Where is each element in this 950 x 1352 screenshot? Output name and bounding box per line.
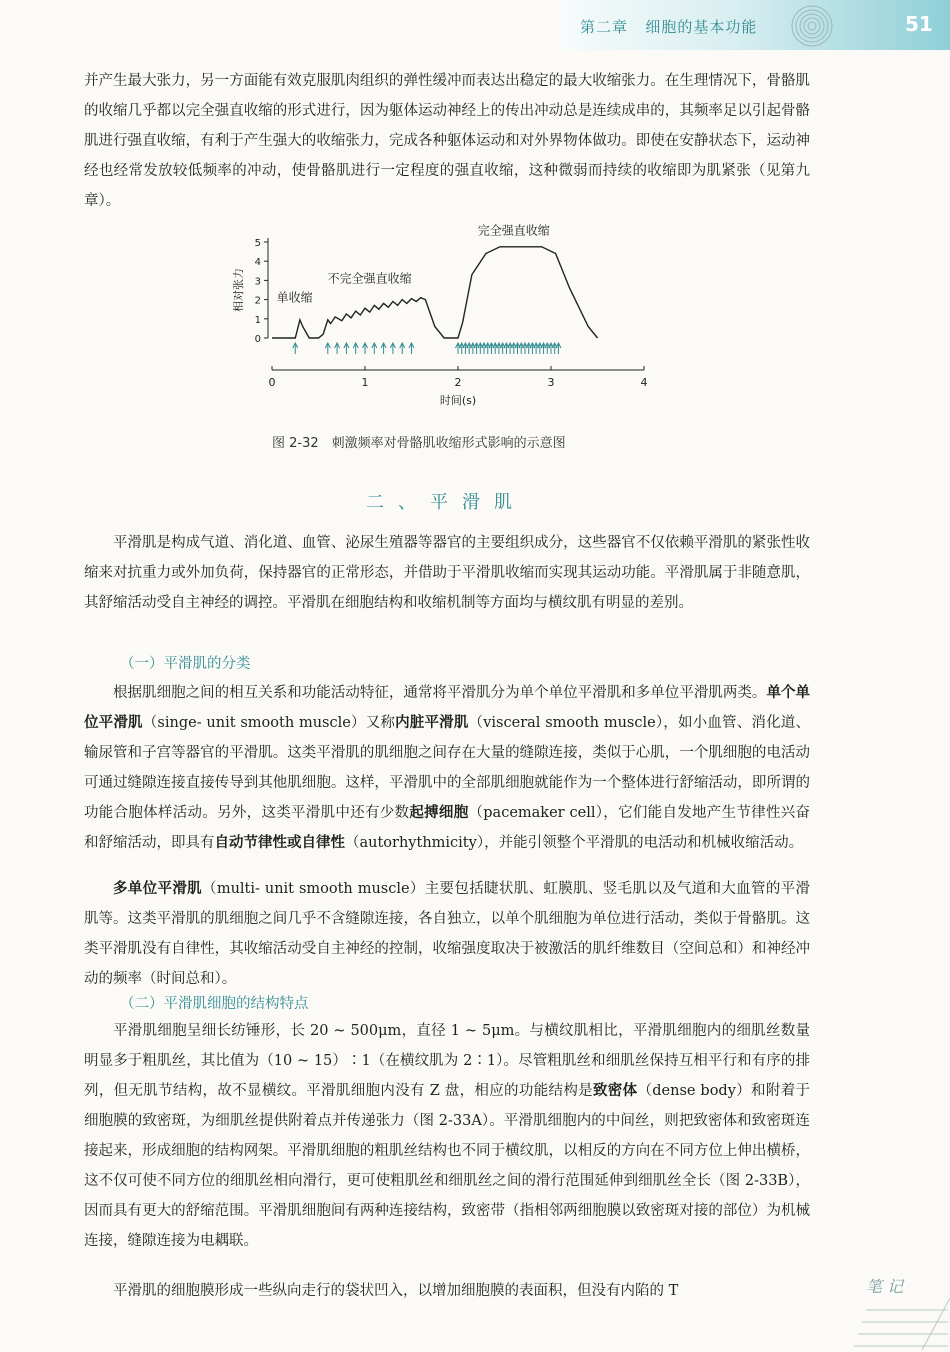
tension-chart (220, 220, 660, 420)
stimulus-single (293, 343, 298, 354)
y-tick-label: 5 (254, 238, 261, 249)
stimulus-complete (519, 343, 524, 354)
figure-caption: 图 2-32 刺激频率对骨骼肌收缩形式影响的示意图 (272, 436, 566, 451)
stimulus-incomplete (409, 343, 414, 354)
stimulus-complete (474, 343, 479, 354)
stimulus-complete (504, 343, 509, 354)
stimulus-complete (522, 343, 527, 354)
stimulus-complete (530, 343, 535, 354)
stimulus-complete (511, 343, 516, 354)
notes-margin (852, 1270, 950, 1352)
stimulus-incomplete (353, 343, 358, 354)
section-title: 二、平滑肌 (366, 492, 526, 513)
y-axis-label: 相对张力 (232, 268, 245, 312)
term-single-unit: 单个单位平滑肌 (84, 684, 810, 731)
x-tick-label: 4 (640, 376, 648, 389)
label-incomplete-tetanus: 不完全强直收缩 (327, 271, 412, 286)
stimulus-complete (500, 343, 505, 354)
stimulus-markers (293, 343, 561, 354)
stimulus-complete (489, 343, 494, 354)
x-tick-label: 0 (268, 376, 276, 389)
paragraph-6: 平滑肌的细胞膜形成一些纵向走行的袋状凹入，以增加细胞膜的表面积，但没有内陷的 T (113, 1283, 679, 1299)
x-tick-label: 1 (361, 376, 369, 389)
stimulus-complete (549, 343, 554, 354)
y-tick-label: 1 (254, 314, 261, 326)
label-complete-tetanus: 完全强直收缩 (477, 223, 550, 238)
subheading-structure: （二）平滑肌细胞的结构特点 (120, 996, 309, 1012)
notes-label: 笔 记 (866, 1277, 904, 1296)
p3-text-c: （singe- unit smooth muscle）又称 (142, 715, 396, 731)
page-header (0, 0, 950, 52)
stimulus-incomplete (372, 343, 377, 354)
stimulus-complete (537, 343, 542, 354)
y-tick-label: 4 (254, 257, 261, 269)
running-title (580, 16, 757, 37)
stimulus-complete (534, 343, 539, 354)
term-visceral: 内脏平滑肌 (395, 714, 469, 731)
stimulus-incomplete (400, 343, 405, 354)
term-dense-body: 致密体 (592, 1082, 638, 1099)
stimulus-complete (478, 343, 483, 354)
p3-text-i: （autorhythmicity），并能引领整个平滑肌的电活动和机械收缩活动。 (345, 835, 804, 851)
p3-text-a: 根据肌细胞之间的相互关系和功能活动特征，通常将平滑肌分为单个单位平滑肌和多单位平滑肌两类。 (113, 685, 767, 701)
stimulus-complete (556, 343, 561, 354)
label-single-twitch: 单收缩 (276, 290, 313, 305)
stimulus-complete (545, 343, 550, 354)
stimulus-complete (493, 343, 498, 354)
tension-curve (272, 247, 598, 338)
notes-lines-icon (852, 1270, 950, 1352)
subheading-classification: （一）平滑肌的分类 (120, 656, 251, 672)
paragraph-5 (84, 1016, 810, 1256)
x-axis-label: 时间(s) (439, 394, 477, 407)
chapter-title: 细胞的基本功能 (645, 18, 758, 36)
p5-text-a: 平滑肌细胞呈细长纺锤形，长 20 ~ 500μm，直径 1 ~ 5μm。与横纹肌相比，平滑肌细胞内的细肌丝数量明显多于粗肌丝，其比值为（10 ~ 15）∶1（在横纹肌为 2∶1）。尽管粗肌丝和细肌丝保持互相平行和有序的排列，但无肌节结构，故不显横纹。平滑肌细胞内没有 Z 盘，相应的功能结构是 (84, 1023, 810, 1099)
stimulus-complete (526, 343, 531, 354)
x-tick-label: 2 (454, 376, 462, 389)
term-autorhythmicity: 自动节律性或自律性 (214, 834, 345, 851)
term-multi-unit: 多单位平滑肌 (113, 880, 202, 897)
stimulus-complete (467, 343, 472, 354)
stimulus-complete (463, 343, 468, 354)
stimulus-complete (456, 343, 461, 354)
p3-text-g: （pacemaker cell），它们能自发地产生节律性兴奋和舒缩活动，即具有 (84, 805, 811, 851)
stimulus-incomplete (363, 343, 368, 354)
stimulus-complete (541, 343, 546, 354)
y-tick-label: 3 (254, 276, 261, 288)
y-tick-label: 2 (254, 295, 261, 307)
stimulus-complete (470, 343, 475, 354)
x-tick-label: 3 (547, 376, 555, 389)
page-number: 51 (905, 12, 933, 36)
stimulus-complete (459, 343, 464, 354)
chapter-label: 第二章 (580, 18, 629, 36)
stimulus-complete (552, 343, 557, 354)
p3-text-e: （visceral smooth muscle），如小血管、消化道、输尿管和子宫等器官的平滑肌。这类平滑肌的肌细胞之间存在大量的缝隙连接，类似于心肌，一个肌细胞的电活动可通过缝隙连接直接传导到其他肌细胞。这样，平滑肌中的全部肌细胞就能作为一个整体进行舒缩活动，即所谓的功能合胞体样活动。另外，这类平滑肌中还有少数 (84, 715, 810, 821)
stimulus-incomplete (390, 343, 395, 354)
p5-text-c: （dense body）和附着于细胞膜的致密斑，为细肌丝提供附着点并传递张力（图 2-33A）。平滑肌细胞内的中间丝，则把致密体和致密斑连接起来，形成细胞的结构网架。平滑肌细胞的粗肌丝结构也不同于横纹肌，以相反的方向在不同方位上伸出横桥，这不仅可使不同方位的细肌丝相向滑行，更可使粗肌丝和细肌丝之间的滑行范围延伸到细肌丝全长（图 2-33B），因而具有更大的舒缩范围。平滑肌细胞间有两种连接结构，致密带（指相邻两细胞膜以致密斑对接的部位）为机械连接，缝隙连接为电耦联。 (84, 1083, 811, 1249)
paragraph-2: 平滑肌是构成气道、消化道、血管、泌尿生殖器等器官的主要组织成分，这些器官不仅依赖平滑肌的紧张性收缩来对抗重力或外加负荷，保持器官的正常形态，并借助于平滑肌收缩而实现其运动功能。平滑肌属于非随意肌，其舒缩活动受自主神经的调控。平滑肌在细胞结构和收缩机制等方面均与横纹肌有明显的差别。 (84, 535, 810, 611)
chart-axes (255, 238, 648, 389)
stimulus-complete (496, 343, 501, 354)
paragraph-1: 并产生最大张力，另一方面能有效克服肌肉组织的弹性缓冲而表达出稳定的最大收缩张力。在生理情况下，骨骼肌的收缩几乎都以完全强直收缩的形式进行，因为躯体运动神经上的传出冲动总是连续成串的，其频率足以引起骨骼肌进行强直收缩，有利于产生强大的收缩张力，完成各种躯体运动和对外界物体做功。即使在安静状态下，运动神经也经常发放较低频率的冲动，使骨骼肌进行一定程度的强直收缩，这种微弱而持续的收缩即为肌紧张（见第九章）。 (84, 73, 810, 209)
p4-text-b: （multi- unit smooth muscle）主要包括睫状肌、虹膜肌、竖毛肌以及气道和大血管的平滑肌等。这类平滑肌的肌细胞之间几乎不含缝隙连接，各自独立，以单个肌细胞为单位进行活动，类似于骨骼肌。这类平滑肌没有自律性，其收缩活动受自主神经的控制，收缩强度取决于被激活的肌纤维数目（空间总和）和神经冲动的频率（时间总和）。 (84, 881, 811, 987)
stimulus-complete (508, 343, 513, 354)
stimulus-incomplete (344, 343, 349, 354)
stimulus-complete (515, 343, 520, 354)
stimulus-incomplete (381, 343, 386, 354)
paragraph-4 (84, 874, 810, 994)
stimulus-complete (482, 343, 487, 354)
stimulus-complete (485, 343, 490, 354)
term-pacemaker: 起搏细胞 (409, 804, 469, 821)
swirl-ornament-icon (790, 4, 834, 48)
stimulus-incomplete (335, 343, 340, 354)
paragraph-3 (84, 678, 810, 858)
stimulus-incomplete (325, 343, 330, 354)
y-tick-label: 0 (254, 334, 261, 345)
